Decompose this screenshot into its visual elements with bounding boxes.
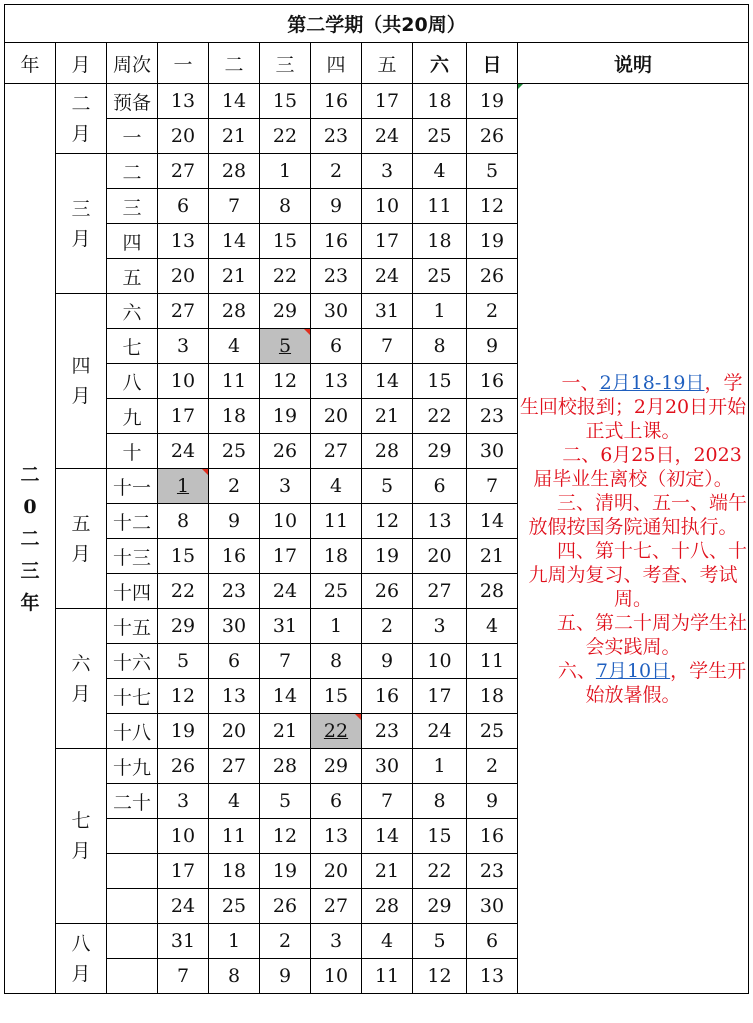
day-cell-sun[interactable]: 30 xyxy=(467,434,518,469)
month-label-char: 月 xyxy=(71,227,91,250)
day-cell-thu[interactable]: 16 xyxy=(311,224,362,259)
week-label-cell[interactable]: 十四 xyxy=(107,574,158,609)
day-cell-wed[interactable]: 22 xyxy=(260,259,311,294)
day-cell-sat[interactable]: 17 xyxy=(413,679,467,714)
day-cell-fri[interactable]: 21 xyxy=(362,399,413,434)
day-cell-sun[interactable]: 16 xyxy=(467,364,518,399)
year-label-char: 二 xyxy=(20,527,40,550)
day-cell-sun[interactable]: 9 xyxy=(467,784,518,819)
day-cell-sat[interactable]: 25 xyxy=(413,119,467,154)
week-label-cell[interactable]: 三 xyxy=(107,189,158,224)
month-label-char: 三 xyxy=(71,197,91,220)
day-cell-thu[interactable]: 2 xyxy=(311,154,362,189)
day-cell-fri[interactable]: 2 xyxy=(362,609,413,644)
day-cell-sun[interactable]: 25 xyxy=(467,714,518,749)
day-cell-wed[interactable]: 31 xyxy=(260,609,311,644)
day-cell-thu[interactable]: 8 xyxy=(311,644,362,679)
day-cell-fri[interactable]: 16 xyxy=(362,679,413,714)
week-label-cell[interactable]: 九 xyxy=(107,399,158,434)
day-cell-sun[interactable]: 12 xyxy=(467,189,518,224)
day-cell-fri[interactable]: 17 xyxy=(362,224,413,259)
day-cell-sat[interactable]: 29 xyxy=(413,889,467,924)
day-cell-mon[interactable]: 29 xyxy=(158,609,209,644)
day-cell-thu[interactable]: 23 xyxy=(311,259,362,294)
day-cell-sun[interactable]: 2 xyxy=(467,749,518,784)
day-cell-sun[interactable]: 13 xyxy=(467,959,518,994)
day-cell-wed[interactable]: 1 xyxy=(260,154,311,189)
month-label-char: 八 xyxy=(71,932,91,955)
header-week[interactable]: 周次 xyxy=(107,43,158,84)
day-cell-sat[interactable]: 4 xyxy=(413,154,467,189)
day-cell-sun[interactable]: 14 xyxy=(467,504,518,539)
day-cell-sat[interactable]: 20 xyxy=(413,539,467,574)
notes-cell[interactable] xyxy=(518,84,749,994)
day-cell-thu[interactable]: 20 xyxy=(311,399,362,434)
day-cell-sat[interactable]: 27 xyxy=(413,574,467,609)
year-label-char: 二 xyxy=(20,463,40,486)
day-cell-mon[interactable]: 20 xyxy=(158,119,209,154)
day-cell-mon[interactable]: 3 xyxy=(158,784,209,819)
day-cell-sun[interactable]: 18 xyxy=(467,679,518,714)
day-cell-wed[interactable]: 14 xyxy=(260,679,311,714)
day-cell-fri[interactable]: 19 xyxy=(362,539,413,574)
week-label-cell[interactable]: 一 xyxy=(107,119,158,154)
week-label-cell[interactable]: 二十 xyxy=(107,784,158,819)
day-cell-tue[interactable]: 4 xyxy=(209,329,260,364)
day-cell-sat[interactable]: 15 xyxy=(413,364,467,399)
day-cell-sun[interactable]: 6 xyxy=(467,924,518,959)
day-cell-wed[interactable]: 7 xyxy=(260,644,311,679)
day-cell-thu[interactable]: 1 xyxy=(311,609,362,644)
day-cell-sat[interactable]: 22 xyxy=(413,399,467,434)
day-cell-sat[interactable]: 13 xyxy=(413,504,467,539)
week-row xyxy=(5,84,749,119)
day-cell-wed[interactable]: 5 xyxy=(260,784,311,819)
header-row xyxy=(5,43,749,84)
day-cell-wed[interactable]: 5 xyxy=(260,329,311,364)
day-cell-fri[interactable]: 30 xyxy=(362,749,413,784)
day-cell-wed[interactable]: 29 xyxy=(260,294,311,329)
note-text: 六、 xyxy=(557,659,596,682)
day-cell-mon[interactable]: 13 xyxy=(158,84,209,119)
day-cell-mon[interactable]: 8 xyxy=(158,504,209,539)
note-paragraph xyxy=(518,539,748,611)
note-text: 二、6月25日，2023届毕业生离校（初定）。 xyxy=(533,443,742,490)
note-paragraph xyxy=(518,443,748,491)
title-row xyxy=(5,5,749,43)
day-cell-fri[interactable]: 14 xyxy=(362,364,413,399)
day-cell-mon[interactable]: 1 xyxy=(158,469,209,504)
day-cell-tue[interactable]: 30 xyxy=(209,609,260,644)
day-cell-thu[interactable]: 9 xyxy=(311,189,362,224)
day-cell-sun[interactable]: 21 xyxy=(467,539,518,574)
day-cell-tue[interactable]: 25 xyxy=(209,434,260,469)
day-cell-mon[interactable]: 17 xyxy=(158,854,209,889)
day-cell-sat[interactable]: 12 xyxy=(413,959,467,994)
note-text: 一、 xyxy=(561,371,600,394)
day-cell-sat[interactable]: 24 xyxy=(413,714,467,749)
header-day-sun[interactable]: 日 xyxy=(467,43,518,84)
day-cell-sat[interactable]: 6 xyxy=(413,469,467,504)
day-cell-tue[interactable]: 11 xyxy=(209,364,260,399)
day-cell-sat[interactable]: 11 xyxy=(413,189,467,224)
day-cell-thu[interactable]: 20 xyxy=(311,854,362,889)
day-cell-mon[interactable]: 24 xyxy=(158,889,209,924)
note-paragraph xyxy=(518,611,748,659)
month-cell[interactable] xyxy=(56,469,107,609)
header-day-fri[interactable]: 五 xyxy=(362,43,413,84)
day-cell-sun[interactable]: 5 xyxy=(467,154,518,189)
day-cell-mon[interactable]: 6 xyxy=(158,189,209,224)
week-label-cell[interactable]: 二 xyxy=(107,154,158,189)
day-cell-sun[interactable]: 23 xyxy=(467,399,518,434)
day-cell-mon[interactable]: 3 xyxy=(158,329,209,364)
day-cell-mon[interactable]: 20 xyxy=(158,259,209,294)
day-cell-mon[interactable]: 22 xyxy=(158,574,209,609)
day-cell-thu[interactable]: 3 xyxy=(311,924,362,959)
day-cell-tue[interactable]: 28 xyxy=(209,294,260,329)
year-label-char: 三 xyxy=(20,559,40,582)
day-cell-fri[interactable]: 7 xyxy=(362,329,413,364)
day-cell-thu[interactable]: 30 xyxy=(311,294,362,329)
day-cell-tue[interactable]: 21 xyxy=(209,119,260,154)
day-cell-fri[interactable]: 11 xyxy=(362,959,413,994)
day-cell-sun[interactable]: 9 xyxy=(467,329,518,364)
day-cell-thu[interactable]: 15 xyxy=(311,679,362,714)
day-cell-sat[interactable]: 3 xyxy=(413,609,467,644)
day-cell-mon[interactable]: 24 xyxy=(158,434,209,469)
day-cell-tue[interactable]: 8 xyxy=(209,959,260,994)
day-cell-sat[interactable]: 1 xyxy=(413,749,467,784)
header-year[interactable]: 年 xyxy=(5,43,56,84)
day-cell-tue[interactable]: 14 xyxy=(209,224,260,259)
day-cell-thu[interactable]: 13 xyxy=(311,364,362,399)
day-cell-thu[interactable]: 11 xyxy=(311,504,362,539)
day-cell-tue[interactable]: 7 xyxy=(209,189,260,224)
day-cell-wed[interactable]: 19 xyxy=(260,854,311,889)
day-cell-fri[interactable]: 10 xyxy=(362,189,413,224)
day-cell-mon[interactable]: 5 xyxy=(158,644,209,679)
day-cell-fri[interactable]: 17 xyxy=(362,84,413,119)
day-cell-fri[interactable]: 24 xyxy=(362,119,413,154)
month-cell[interactable] xyxy=(56,154,107,294)
day-cell-tue[interactable]: 13 xyxy=(209,679,260,714)
day-cell-wed[interactable]: 12 xyxy=(260,364,311,399)
note-text: ，学生开始放暑假。 xyxy=(585,659,747,706)
week-label-cell[interactable]: 八 xyxy=(107,364,158,399)
week-label-cell[interactable]: 十 xyxy=(107,434,158,469)
day-cell-sun[interactable]: 23 xyxy=(467,854,518,889)
month-cell[interactable] xyxy=(56,84,107,154)
day-cell-mon[interactable]: 19 xyxy=(158,714,209,749)
day-cell-sat[interactable]: 18 xyxy=(413,224,467,259)
month-label-char: 月 xyxy=(71,542,91,565)
week-label-cell[interactable]: 十七 xyxy=(107,679,158,714)
day-cell-fri[interactable]: 7 xyxy=(362,784,413,819)
day-cell-tue[interactable]: 16 xyxy=(209,539,260,574)
week-label-cell[interactable] xyxy=(107,854,158,889)
week-label-cell[interactable] xyxy=(107,889,158,924)
day-cell-sun[interactable]: 7 xyxy=(467,469,518,504)
day-cell-thu[interactable]: 10 xyxy=(311,959,362,994)
day-cell-thu[interactable]: 22 xyxy=(311,714,362,749)
day-cell-fri[interactable]: 28 xyxy=(362,434,413,469)
note-text: 三、清明、五一、端午放假按国务院通知执行。 xyxy=(528,491,748,538)
header-notes[interactable]: 说明 xyxy=(518,43,749,84)
day-cell-thu[interactable]: 18 xyxy=(311,539,362,574)
week-label-cell[interactable]: 六 xyxy=(107,294,158,329)
day-cell-thu[interactable]: 13 xyxy=(311,819,362,854)
day-cell-sun[interactable]: 19 xyxy=(467,224,518,259)
day-cell-sat[interactable]: 25 xyxy=(413,259,467,294)
header-day-tue[interactable]: 二 xyxy=(209,43,260,84)
day-cell-fri[interactable]: 9 xyxy=(362,644,413,679)
day-cell-thu[interactable]: 27 xyxy=(311,889,362,924)
day-cell-thu[interactable]: 27 xyxy=(311,434,362,469)
day-cell-mon[interactable]: 26 xyxy=(158,749,209,784)
month-label-char: 六 xyxy=(71,652,91,675)
week-label-cell[interactable]: 十九 xyxy=(107,749,158,784)
day-cell-sun[interactable]: 4 xyxy=(467,609,518,644)
week-label-cell[interactable]: 十五 xyxy=(107,609,158,644)
day-cell-sat[interactable]: 22 xyxy=(413,854,467,889)
day-cell-tue[interactable]: 18 xyxy=(209,854,260,889)
week-label-cell[interactable]: 十二 xyxy=(107,504,158,539)
day-cell-tue[interactable]: 18 xyxy=(209,399,260,434)
day-cell-wed[interactable]: 15 xyxy=(260,224,311,259)
week-label-cell[interactable]: 十八 xyxy=(107,714,158,749)
day-cell-thu[interactable]: 29 xyxy=(311,749,362,784)
day-cell-fri[interactable]: 14 xyxy=(362,819,413,854)
day-cell-thu[interactable]: 23 xyxy=(311,119,362,154)
year-cell[interactable] xyxy=(5,84,56,994)
semester-title[interactable]: 第二学期（共20周） xyxy=(5,5,749,43)
note-date-link[interactable]: 2月18-19日 xyxy=(599,371,705,394)
day-cell-tue[interactable]: 21 xyxy=(209,259,260,294)
header-day-sat[interactable]: 六 xyxy=(413,43,467,84)
day-cell-sat[interactable]: 29 xyxy=(413,434,467,469)
day-cell-sun[interactable]: 26 xyxy=(467,259,518,294)
day-cell-tue[interactable]: 20 xyxy=(209,714,260,749)
day-cell-tue[interactable]: 23 xyxy=(209,574,260,609)
month-label-char: 四 xyxy=(71,355,91,377)
day-cell-fri[interactable]: 23 xyxy=(362,714,413,749)
day-cell-sun[interactable]: 30 xyxy=(467,889,518,924)
day-cell-sat[interactable]: 8 xyxy=(413,784,467,819)
day-cell-wed[interactable]: 15 xyxy=(260,84,311,119)
day-cell-fri[interactable]: 21 xyxy=(362,854,413,889)
day-cell-thu[interactable]: 25 xyxy=(311,574,362,609)
day-cell-wed[interactable]: 22 xyxy=(260,119,311,154)
note-paragraph xyxy=(518,371,748,443)
day-cell-sat[interactable]: 18 xyxy=(413,84,467,119)
header-month[interactable]: 月 xyxy=(56,43,107,84)
day-cell-fri[interactable]: 4 xyxy=(362,924,413,959)
header-day-mon[interactable]: 一 xyxy=(158,43,209,84)
day-cell-wed[interactable]: 19 xyxy=(260,399,311,434)
month-label-char: 月 xyxy=(71,840,91,862)
day-cell-mon[interactable]: 7 xyxy=(158,959,209,994)
month-label-char: 月 xyxy=(71,682,91,705)
week-label-cell[interactable] xyxy=(107,959,158,994)
month-label-char: 月 xyxy=(71,385,91,407)
day-cell-tue[interactable]: 6 xyxy=(209,644,260,679)
day-cell-mon[interactable]: 17 xyxy=(158,399,209,434)
day-cell-wed[interactable]: 17 xyxy=(260,539,311,574)
month-label-char: 月 xyxy=(71,962,91,985)
day-cell-sun[interactable]: 16 xyxy=(467,819,518,854)
day-cell-thu[interactable]: 6 xyxy=(311,329,362,364)
day-cell-fri[interactable]: 26 xyxy=(362,574,413,609)
day-cell-wed[interactable]: 10 xyxy=(260,504,311,539)
week-label-cell[interactable]: 四 xyxy=(107,224,158,259)
week-label-cell[interactable]: 五 xyxy=(107,259,158,294)
day-cell-mon[interactable]: 10 xyxy=(158,364,209,399)
day-cell-mon[interactable]: 27 xyxy=(158,154,209,189)
academic-calendar-table xyxy=(4,4,749,994)
month-label-char: 二 xyxy=(71,92,91,115)
note-text: 五、第二十周为学生社会实践周。 xyxy=(557,611,748,658)
day-cell-tue[interactable]: 4 xyxy=(209,784,260,819)
day-cell-wed[interactable]: 2 xyxy=(260,924,311,959)
day-cell-sun[interactable]: 19 xyxy=(467,84,518,119)
day-cell-sun[interactable]: 11 xyxy=(467,644,518,679)
day-cell-mon[interactable]: 10 xyxy=(158,819,209,854)
day-cell-fri[interactable]: 5 xyxy=(362,469,413,504)
day-cell-thu[interactable]: 16 xyxy=(311,84,362,119)
month-cell[interactable] xyxy=(56,924,107,994)
header-day-wed[interactable]: 三 xyxy=(260,43,311,84)
week-label-cell[interactable]: 十三 xyxy=(107,539,158,574)
day-cell-fri[interactable]: 12 xyxy=(362,504,413,539)
month-cell[interactable] xyxy=(56,294,107,469)
week-label-cell[interactable]: 七 xyxy=(107,329,158,364)
day-cell-fri[interactable]: 24 xyxy=(362,259,413,294)
day-cell-sun[interactable]: 2 xyxy=(467,294,518,329)
month-label-char: 月 xyxy=(71,122,91,145)
day-cell-wed[interactable]: 21 xyxy=(260,714,311,749)
note-text: 四、第十七、十八、十九周为复习、考查、考试周。 xyxy=(528,539,748,610)
day-cell-mon[interactable]: 27 xyxy=(158,294,209,329)
day-cell-wed[interactable]: 26 xyxy=(260,889,311,924)
day-cell-wed[interactable]: 3 xyxy=(260,469,311,504)
day-cell-fri[interactable]: 28 xyxy=(362,889,413,924)
day-cell-wed[interactable]: 26 xyxy=(260,434,311,469)
day-cell-sat[interactable]: 5 xyxy=(413,924,467,959)
day-cell-thu[interactable]: 6 xyxy=(311,784,362,819)
day-cell-sat[interactable]: 10 xyxy=(413,644,467,679)
note-paragraph xyxy=(518,491,748,539)
note-text: ，学生回校报到；2月20日开始正式上课。 xyxy=(519,371,747,442)
week-label-cell[interactable]: 十六 xyxy=(107,644,158,679)
day-cell-wed[interactable]: 12 xyxy=(260,819,311,854)
month-label-char: 五 xyxy=(71,512,91,535)
day-cell-sat[interactable]: 1 xyxy=(413,294,467,329)
year-label-char: 年 xyxy=(20,591,40,614)
day-cell-wed[interactable]: 24 xyxy=(260,574,311,609)
day-cell-mon[interactable]: 31 xyxy=(158,924,209,959)
day-cell-tue[interactable]: 27 xyxy=(209,749,260,784)
day-cell-tue[interactable]: 9 xyxy=(209,504,260,539)
day-cell-wed[interactable]: 9 xyxy=(260,959,311,994)
day-cell-tue[interactable]: 25 xyxy=(209,889,260,924)
day-cell-sat[interactable]: 8 xyxy=(413,329,467,364)
month-cell[interactable] xyxy=(56,749,107,924)
month-cell[interactable] xyxy=(56,609,107,749)
day-cell-wed[interactable]: 28 xyxy=(260,749,311,784)
week-label-cell[interactable]: 十一 xyxy=(107,469,158,504)
day-cell-mon[interactable]: 15 xyxy=(158,539,209,574)
day-cell-tue[interactable]: 14 xyxy=(209,84,260,119)
week-label-cell[interactable] xyxy=(107,924,158,959)
day-cell-mon[interactable]: 12 xyxy=(158,679,209,714)
day-cell-tue[interactable]: 28 xyxy=(209,154,260,189)
day-cell-fri[interactable]: 31 xyxy=(362,294,413,329)
header-day-thu[interactable]: 四 xyxy=(311,43,362,84)
note-paragraph xyxy=(518,659,748,707)
day-cell-sun[interactable]: 26 xyxy=(467,119,518,154)
week-label-cell[interactable] xyxy=(107,819,158,854)
day-cell-tue[interactable]: 2 xyxy=(209,469,260,504)
day-cell-tue[interactable]: 1 xyxy=(209,924,260,959)
day-cell-fri[interactable]: 3 xyxy=(362,154,413,189)
day-cell-thu[interactable]: 4 xyxy=(311,469,362,504)
month-label-char: 七 xyxy=(71,810,91,832)
day-cell-sun[interactable]: 28 xyxy=(467,574,518,609)
note-date-link[interactable]: 7月10日 xyxy=(595,659,671,682)
year-label-char: 0 xyxy=(23,495,37,518)
week-label-cell[interactable]: 预备 xyxy=(107,84,158,119)
day-cell-wed[interactable]: 8 xyxy=(260,189,311,224)
day-cell-sat[interactable]: 15 xyxy=(413,819,467,854)
day-cell-tue[interactable]: 11 xyxy=(209,819,260,854)
day-cell-mon[interactable]: 13 xyxy=(158,224,209,259)
